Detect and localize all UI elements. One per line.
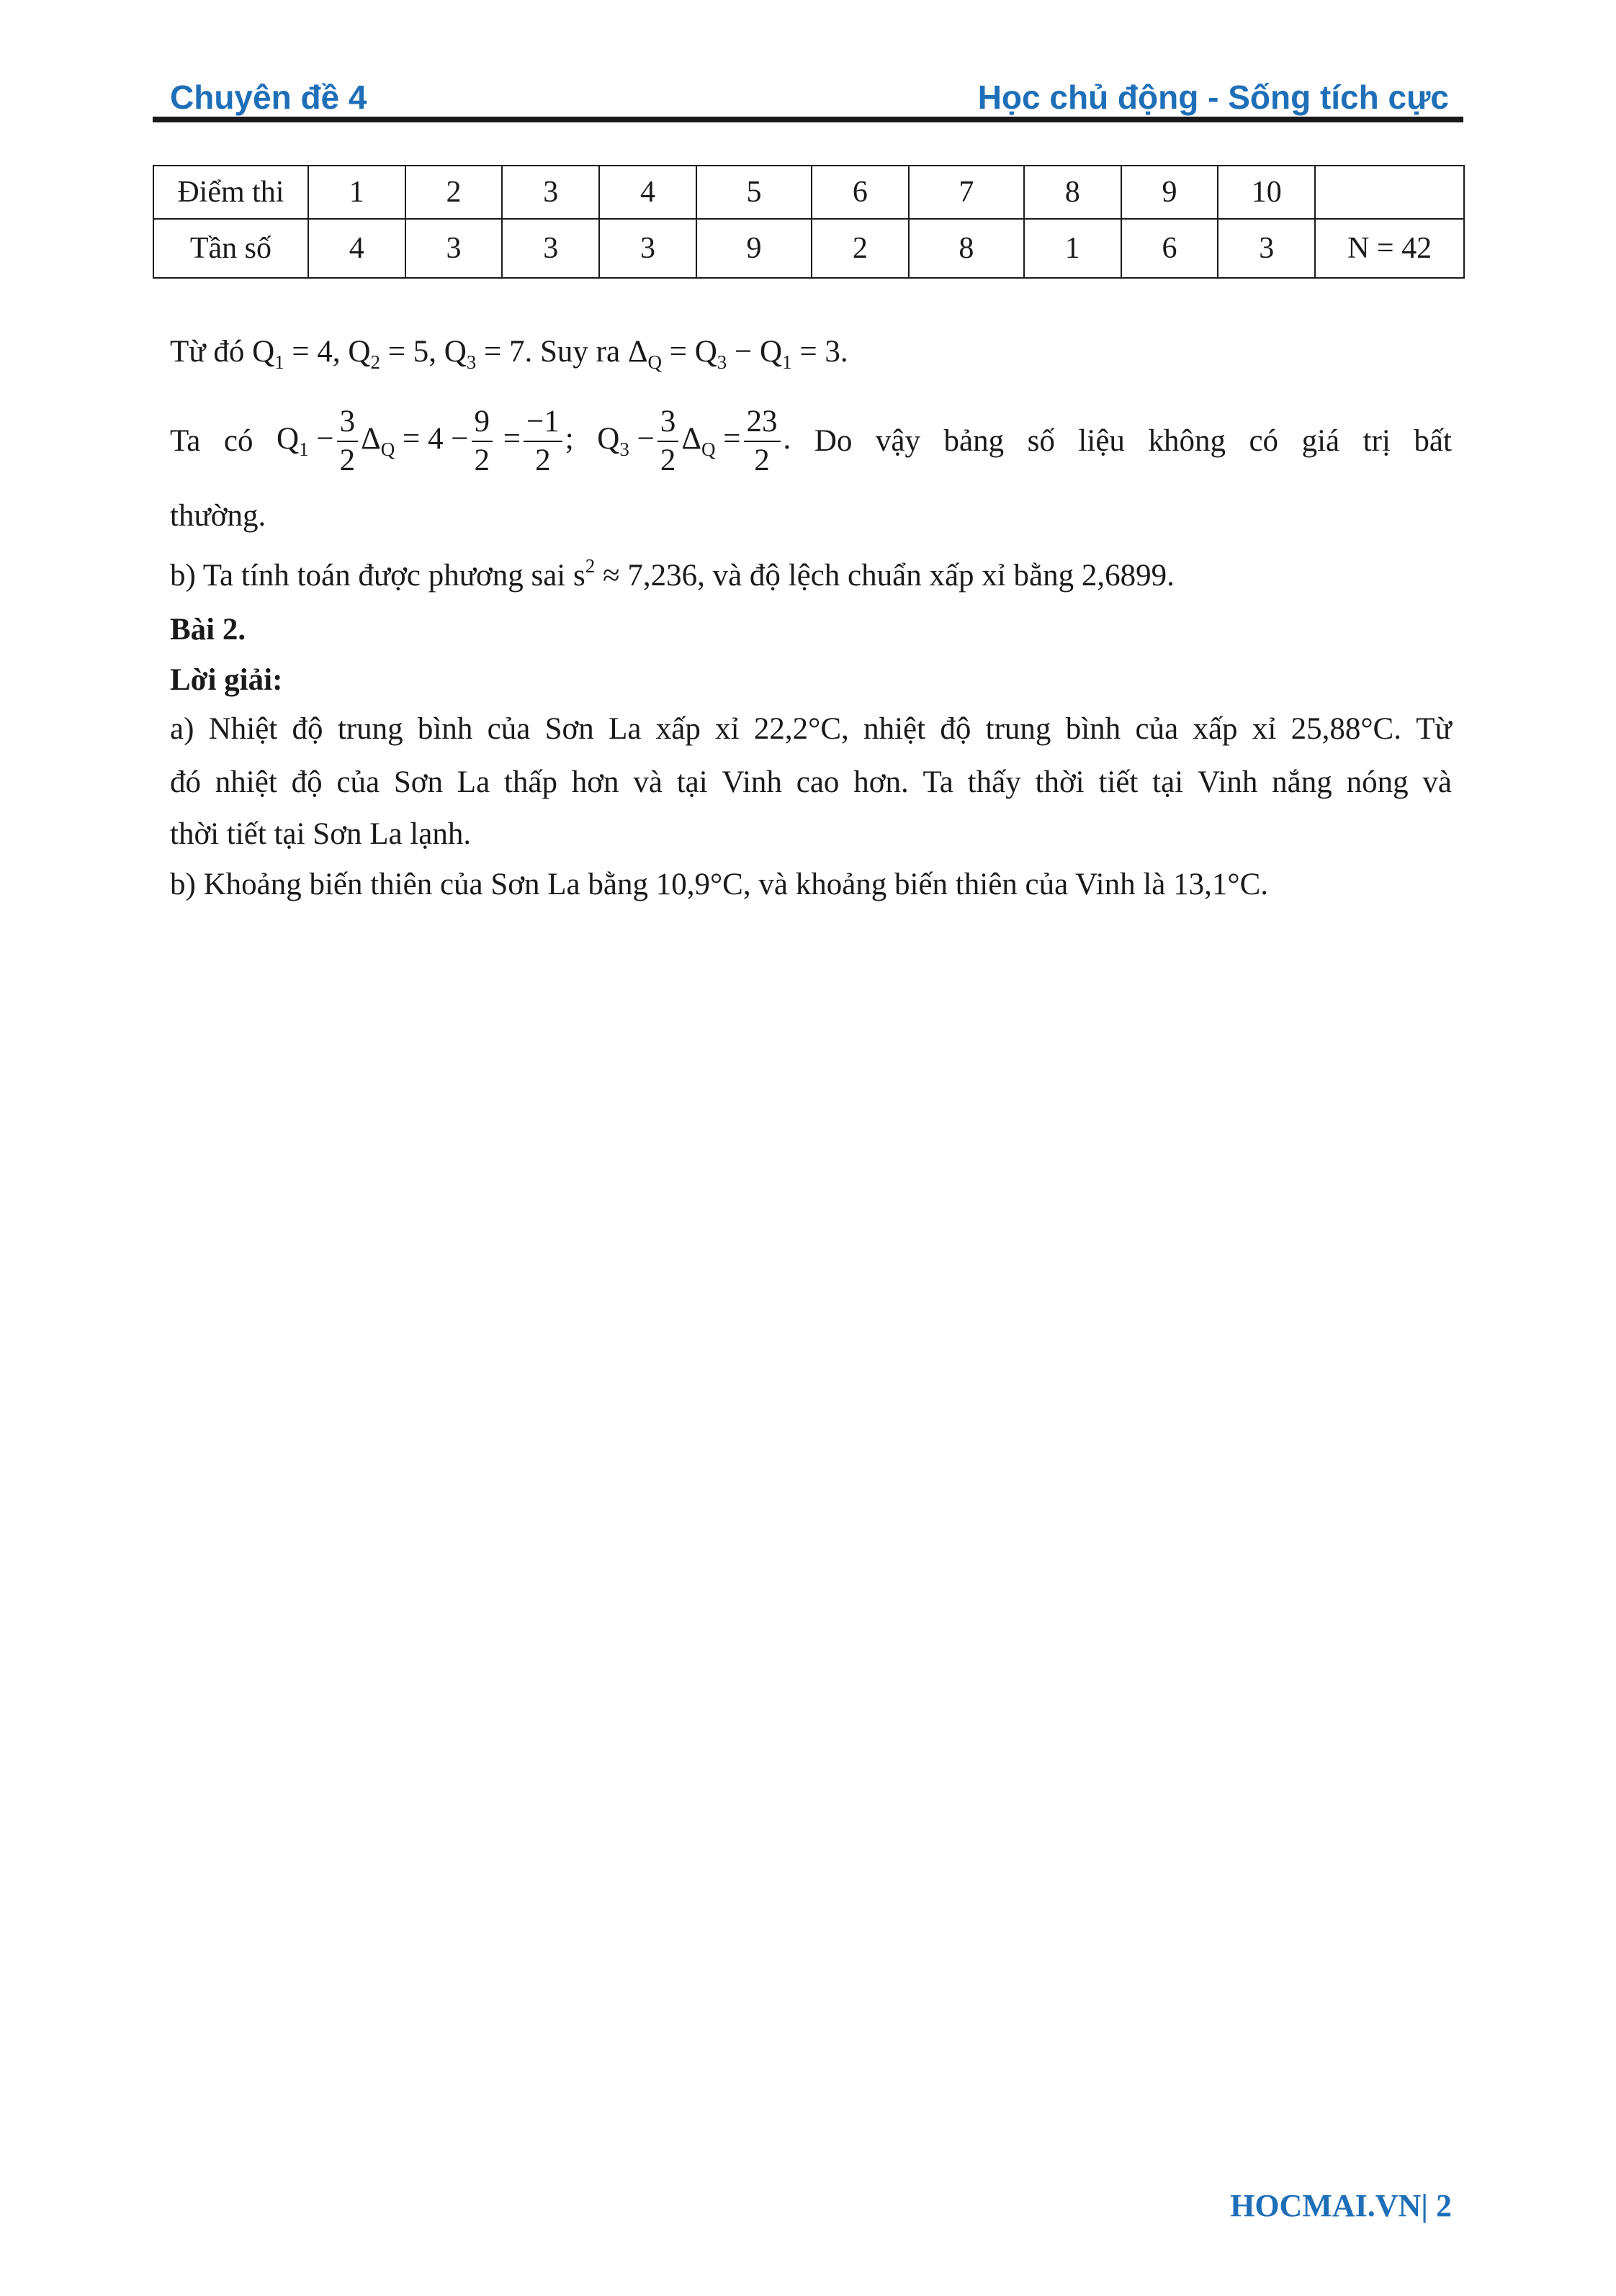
subscript: 3 <box>466 351 477 373</box>
text-run: ≈ 7,236, và độ lệch chuẩn xấp xỉ bằng 2,6899. <box>595 559 1175 593</box>
table-cell: 8 <box>909 219 1024 278</box>
word: thời <box>1035 765 1085 799</box>
word: trị <box>1363 424 1391 459</box>
word: và <box>633 765 663 799</box>
numerator: 23 <box>744 403 781 442</box>
subscript: 2 <box>370 351 380 373</box>
formula <box>597 403 791 480</box>
denominator: 2 <box>754 444 770 477</box>
text-run: Δ <box>681 421 702 456</box>
table-cell: 1 <box>1024 219 1121 278</box>
word: bất <box>1414 424 1452 459</box>
word: hơn <box>571 765 619 799</box>
paragraph-line <box>170 763 1452 802</box>
text-run: Δ <box>361 421 381 456</box>
table-cell: 5 <box>696 166 812 219</box>
text-run: ; <box>565 421 574 456</box>
paragraph-line: thời tiết tại Sơn La lạnh. <box>170 817 472 851</box>
page-footer: HOCMAI.VN| 2 <box>1230 2188 1452 2223</box>
text-run: = <box>715 421 741 456</box>
word: giá <box>1301 424 1340 459</box>
word: La <box>457 765 490 799</box>
table-cell: 3 <box>1218 219 1315 278</box>
word: xỉ <box>1252 712 1277 746</box>
table-cell: 6 <box>812 166 909 219</box>
subscript: 1 <box>274 351 284 373</box>
subscript: 1 <box>299 438 309 460</box>
superscript: 2 <box>585 555 596 577</box>
table-cell: 2 <box>405 166 503 219</box>
word: Do <box>814 424 853 459</box>
word: có <box>1249 424 1279 459</box>
word: nhiệt <box>863 712 926 746</box>
word: trung <box>337 712 403 746</box>
table-cell: 4 <box>308 219 405 278</box>
table-cell: 3 <box>405 219 503 278</box>
variance-line <box>170 554 1175 595</box>
text-run: = 4, Q <box>284 335 371 369</box>
table-cell-empty <box>1315 166 1464 219</box>
word: số <box>1027 424 1055 459</box>
text-run: − Q <box>727 335 783 369</box>
table-cell: 3 <box>599 219 696 278</box>
text-run: . <box>783 421 791 456</box>
text-run: − <box>308 421 334 456</box>
word: hơn. <box>853 765 909 799</box>
slogan: Học chủ động - Sống tích cực <box>977 78 1449 116</box>
table-cell-label: Tần số <box>153 219 308 278</box>
word: cao <box>796 765 840 799</box>
word: 25,88°C. <box>1290 712 1401 746</box>
numerator: 3 <box>337 403 359 442</box>
denominator: 2 <box>339 444 356 477</box>
text-line: thường. <box>170 499 266 533</box>
word: xấp <box>655 712 701 746</box>
text-run: = 7. Suy ra Δ <box>476 335 648 369</box>
subscript: 1 <box>782 351 792 373</box>
table-cell-label: Điểm thi <box>153 166 308 219</box>
fraction <box>744 403 781 480</box>
word: có <box>223 424 253 459</box>
fraction <box>472 403 493 480</box>
word: Vinh <box>722 765 782 799</box>
text-run: = Q <box>661 335 717 369</box>
word: trung <box>985 712 1051 746</box>
word: của <box>487 712 531 746</box>
word: Vinh <box>1197 765 1258 799</box>
fraction <box>657 403 679 480</box>
text-run: − <box>629 421 655 456</box>
denominator: 2 <box>535 444 551 477</box>
word: của <box>336 765 380 799</box>
chapter-title: Chuyên đề 4 <box>170 78 367 116</box>
table-cell: 7 <box>909 166 1024 219</box>
formula <box>277 403 574 480</box>
range-line: b) Khoảng biến thiên của Sơn La bằng 10,9°C, và khoảng biến thiên của Vinh là 13,1°C. <box>170 868 1269 901</box>
word: đó <box>170 765 201 799</box>
solution-heading: Lời giải: <box>170 663 283 697</box>
frequency-table <box>153 165 1465 279</box>
table-cell: 4 <box>599 166 696 219</box>
word: độ <box>292 712 323 746</box>
word: 22,2°C, <box>753 712 849 746</box>
outlier-check-line <box>170 403 1452 480</box>
numerator: −1 <box>524 403 562 442</box>
table-cell: 1 <box>308 166 405 219</box>
subscript: Q <box>380 438 395 460</box>
word: Ta <box>923 765 953 799</box>
fraction <box>337 403 359 480</box>
word: của <box>1135 712 1179 746</box>
word: và <box>1422 765 1452 799</box>
paragraph-line <box>170 710 1452 749</box>
fraction <box>524 403 562 480</box>
word: tại <box>676 765 708 799</box>
text-run: Q <box>597 421 620 456</box>
table-row-scores <box>153 166 1464 219</box>
word: nhiệt <box>215 765 277 799</box>
word: vậy <box>875 424 920 459</box>
word: liệu <box>1078 424 1125 459</box>
table-cell: 9 <box>1121 166 1218 219</box>
word: thấy <box>967 765 1021 799</box>
text-run: b) Ta tính toán được phương sai s <box>170 559 585 593</box>
table-cell: 3 <box>502 166 599 219</box>
word: Ta <box>170 424 201 459</box>
table-cell: 8 <box>1024 166 1121 219</box>
word: xỉ <box>715 712 740 746</box>
text-run: = 5, Q <box>380 335 467 369</box>
word: độ <box>940 712 971 746</box>
subscript: Q <box>647 351 662 373</box>
table-cell: 10 <box>1218 166 1315 219</box>
word: Sơn <box>544 712 594 746</box>
text-run: = <box>495 421 521 456</box>
word: Sơn <box>393 765 443 799</box>
word: bảng <box>943 424 1005 459</box>
table-cell: 9 <box>696 219 812 278</box>
table-row-frequencies <box>153 219 1464 278</box>
word: bình <box>417 712 473 746</box>
word: tại <box>1152 765 1184 799</box>
subscript: Q <box>701 438 716 460</box>
text-run: = 3. <box>791 335 848 369</box>
quartiles-line <box>170 333 848 375</box>
word: a) <box>170 712 194 746</box>
table-cell-total: N = 42 <box>1315 219 1464 278</box>
numerator: 9 <box>472 403 493 442</box>
word: tiết <box>1098 765 1139 799</box>
word: bình <box>1065 712 1121 746</box>
word: không <box>1148 424 1226 459</box>
text-run: = 4 − <box>395 421 469 456</box>
word: Nhiệt <box>208 712 278 746</box>
table-cell: 6 <box>1121 219 1218 278</box>
exercise-heading: Bài 2. <box>170 613 246 647</box>
text-run: Q <box>277 421 300 456</box>
word: La <box>609 712 642 746</box>
header-divider <box>153 117 1463 122</box>
word: nóng <box>1346 765 1409 799</box>
page-header <box>153 71 1463 122</box>
denominator: 2 <box>474 444 490 477</box>
word: thấp <box>503 765 557 799</box>
subscript: 3 <box>619 438 629 460</box>
denominator: 2 <box>660 444 676 477</box>
word: xấp <box>1193 712 1238 746</box>
numerator: 3 <box>657 403 679 442</box>
word: độ <box>291 765 323 799</box>
text-run: Từ đó Q <box>170 335 275 369</box>
subscript: 3 <box>717 351 727 373</box>
word: nắng <box>1272 765 1332 799</box>
word: Từ <box>1416 712 1452 746</box>
table-cell: 2 <box>812 219 909 278</box>
table-cell: 3 <box>502 219 599 278</box>
